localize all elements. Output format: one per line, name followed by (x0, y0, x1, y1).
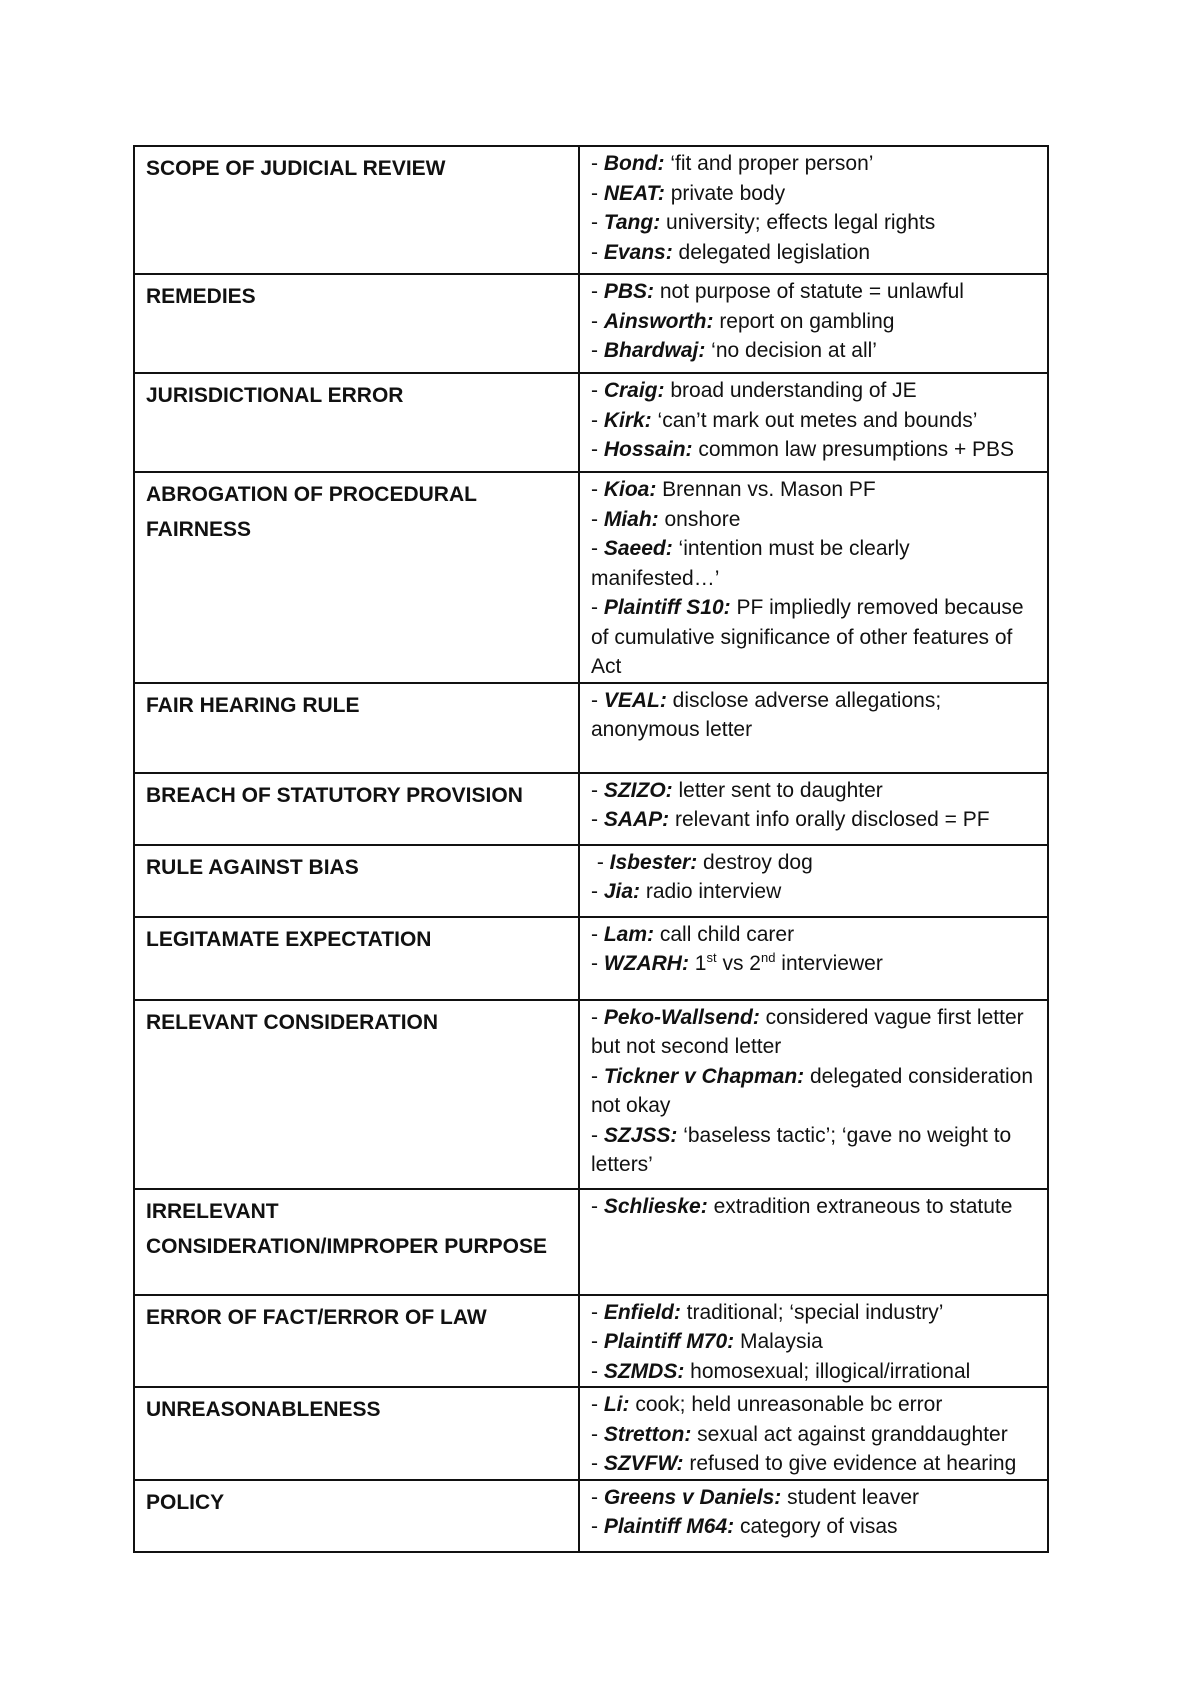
ordinal-suffix: st (706, 950, 717, 965)
case-note: traditional; ‘special industry’ (680, 1300, 944, 1324)
case-note: vs 2 (716, 952, 761, 975)
table-row (134, 1480, 1048, 1552)
cases-cell (579, 773, 1048, 845)
case-note: considered vague first letter but not second letter (591, 1005, 1024, 1058)
cases-cell (579, 1189, 1048, 1295)
table-row (134, 1189, 1048, 1295)
topic-cell: JURISDICTIONAL ERROR (134, 373, 579, 472)
topic-cell: BREACH OF STATUTORY PROVISION (134, 773, 579, 845)
case-note: private body (664, 181, 786, 205)
case-entry: - SAAP: relevant info orally disclosed = PF (591, 808, 990, 831)
case-entry: - Enfield: traditional; ‘special industry’ (591, 1300, 944, 1324)
case-entry: - Peko-Wallsend: considered vague first letter but not second letter (591, 1005, 1024, 1058)
case-name: VEAL: (603, 688, 667, 712)
table-row (134, 146, 1048, 274)
case-entry: - Kirk: ‘can’t mark out metes and bounds’ (591, 408, 978, 432)
case-note: cook; held unreasonable bc error (629, 1393, 943, 1416)
table-row (134, 1295, 1048, 1388)
case-note: radio interview (640, 880, 782, 903)
case-note: destroy dog (697, 850, 813, 874)
case-note: refused to give evidence at hearing (683, 1452, 1017, 1475)
case-entry: - Bhardwaj: ‘no decision at all’ (591, 339, 877, 362)
case-name: Bhardwaj: (603, 339, 706, 362)
cases-cell (579, 1480, 1048, 1552)
table-row (134, 845, 1048, 917)
table-row (134, 1387, 1048, 1480)
case-name: Miah: (603, 507, 659, 531)
table-row (134, 683, 1048, 773)
case-entry: - Hossain: common law presumptions + PBS (591, 438, 1015, 461)
topic-cell: IRRELEVANT CONSIDERATION/IMPROPER PURPOSE (134, 1189, 579, 1295)
case-name: Tang: (603, 211, 661, 234)
case-name: SAAP: (603, 808, 670, 831)
case-entry: - Schlieske: extradition extraneous to statute (591, 1194, 1013, 1218)
topic-cell: RULE AGAINST BIAS (134, 845, 579, 917)
case-entry: - SZVFW: refused to give evidence at hearing (591, 1452, 1017, 1475)
case-name: SZVFW: (603, 1452, 684, 1475)
case-entry: - SZMDS: homosexual; illogical/irrational (591, 1359, 971, 1383)
case-entry: - Jia: radio interview (591, 880, 782, 903)
case-name: Isbester: (609, 850, 698, 874)
cases-cell (579, 845, 1048, 917)
case-note: ‘no decision at all’ (705, 339, 877, 362)
case-name: Peko-Wallsend: (603, 1005, 760, 1029)
topic-cell: UNREASONABLENESS (134, 1387, 579, 1480)
case-entry: - Stretton: sexual act against granddaughter (591, 1422, 1008, 1446)
cases-cell (579, 1295, 1048, 1388)
case-name: Stretton: (603, 1422, 692, 1446)
case-name: Evans: (603, 240, 673, 264)
topic-cell: ABROGATION OF PROCEDURAL FAIRNESS (134, 472, 579, 683)
case-note: relevant info orally disclosed = PF (669, 808, 990, 831)
case-entry: - NEAT: private body (591, 181, 786, 205)
case-note: extradition extraneous to statute (707, 1194, 1013, 1218)
case-summary-table (133, 145, 1049, 1553)
case-note: ‘baseless tactic’; ‘gave no weight to letters’ (591, 1123, 1012, 1176)
case-note: not purpose of statute = unlawful (654, 280, 964, 303)
case-note: onshore (658, 507, 741, 531)
case-note: Malaysia (734, 1330, 823, 1353)
table-row (134, 274, 1048, 373)
case-entry: - Lam: call child carer (591, 922, 795, 946)
case-note: call child carer (654, 922, 795, 946)
table-row (134, 773, 1048, 845)
case-entry: - Li: cook; held unreasonable bc error (591, 1393, 943, 1416)
case-note: delegated legislation (672, 240, 871, 264)
topic-cell: RELEVANT CONSIDERATION (134, 1000, 579, 1189)
case-name: Saeed: (603, 537, 673, 560)
case-name: SZMDS: (603, 1359, 685, 1383)
case-note: delegated consideration not okay (591, 1064, 1034, 1117)
case-note: student leaver (781, 1485, 920, 1509)
case-name: Kirk: (603, 408, 652, 432)
topic-cell: ERROR OF FACT/ERROR OF LAW (134, 1295, 579, 1388)
case-note: sexual act against granddaughter (691, 1422, 1008, 1446)
case-name: Bond: (603, 152, 665, 175)
case-name: SZJSS: (603, 1123, 678, 1147)
case-name: NEAT: (603, 181, 665, 205)
case-entry: - PBS: not purpose of statute = unlawful (591, 280, 964, 303)
case-note: interviewer (775, 952, 883, 975)
cases-cell (579, 472, 1048, 683)
case-note: common law presumptions + PBS (692, 438, 1015, 461)
case-note: broad understanding of JE (664, 379, 917, 402)
cases-cell (579, 274, 1048, 373)
case-name: Plaintiff S10: (603, 596, 731, 619)
table-row (134, 1000, 1048, 1189)
case-note: homosexual; illogical/irrational (684, 1359, 971, 1383)
case-name: Enfield: (603, 1300, 681, 1324)
case-entry: - Kioa: Brennan vs. Mason PF (591, 478, 876, 501)
case-entry: - Saeed: ‘intention must be clearly manifested…’ (591, 537, 910, 590)
case-entry: - VEAL: disclose adverse allegations; anonymous letter (591, 688, 942, 741)
case-name: Greens v Daniels: (603, 1485, 782, 1509)
case-entry: - Craig: broad understanding of JE (591, 379, 917, 402)
case-entry: - Plaintiff M64: category of visas (591, 1515, 898, 1538)
case-entry: - SZIZO: letter sent to daughter (591, 778, 883, 802)
case-name: WZARH: (603, 952, 689, 975)
case-entry: - Miah: onshore (591, 507, 741, 531)
case-name: SZIZO: (603, 778, 673, 802)
case-note: report on gambling (713, 309, 895, 333)
case-note: disclose adverse allegations; anonymous letter (591, 688, 942, 741)
cases-cell (579, 373, 1048, 472)
case-entry: - Plaintiff M70: Malaysia (591, 1330, 823, 1353)
case-entry: - Plaintiff S10: PF impliedly removed because of cumulative significance of other features of Act (591, 596, 1024, 678)
topic-cell: FAIR HEARING RULE (134, 683, 579, 773)
case-name: Jia: (603, 880, 641, 903)
cases-cell (579, 683, 1048, 773)
case-entry: - WZARH: 1st vs 2nd interviewer (591, 950, 883, 975)
topic-cell: REMEDIES (134, 274, 579, 373)
case-entry: - SZJSS: ‘baseless tactic’; ‘gave no weight to letters’ (591, 1123, 1012, 1176)
cases-cell (579, 146, 1048, 274)
case-entry: - Isbester: destroy dog (591, 850, 813, 874)
case-name: Hossain: (603, 438, 693, 461)
case-note: ‘fit and proper person’ (664, 152, 874, 175)
case-name: Plaintiff M64: (603, 1515, 735, 1538)
case-name: Kioa: (603, 478, 657, 501)
case-entry: - Tickner v Chapman: delegated consideration not okay (591, 1064, 1034, 1117)
table-row (134, 472, 1048, 683)
case-note: ‘intention must be clearly manifested…’ (591, 537, 910, 590)
topic-cell: POLICY (134, 1480, 579, 1552)
case-name: Schlieske: (603, 1194, 708, 1218)
case-note: PF impliedly removed because of cumulative significance of other features of Act (591, 596, 1024, 678)
cases-cell (579, 1000, 1048, 1189)
case-entry: - Greens v Daniels: student leaver (591, 1485, 920, 1509)
cases-cell (579, 1387, 1048, 1480)
case-name: Li: (603, 1393, 630, 1416)
topic-cell: LEGITAMATE EXPECTATION (134, 917, 579, 1000)
case-note: ‘can’t mark out metes and bounds’ (651, 408, 978, 432)
case-name: Lam: (603, 922, 655, 946)
case-name: PBS: (603, 280, 655, 303)
case-name: Craig: (603, 379, 665, 402)
ordinal-suffix: nd (760, 950, 776, 965)
case-note: category of visas (734, 1515, 898, 1538)
case-note: university; effects legal rights (660, 211, 936, 234)
case-name: Ainsworth: (603, 309, 714, 333)
case-note: letter sent to daughter (672, 778, 883, 802)
case-note: Brennan vs. Mason PF (656, 478, 876, 501)
case-name: Plaintiff M70: (603, 1330, 735, 1353)
case-entry: - Tang: university; effects legal rights (591, 211, 936, 234)
case-name: Tickner v Chapman: (603, 1064, 805, 1088)
table-row (134, 917, 1048, 1000)
table-row (134, 373, 1048, 472)
case-entry: - Evans: delegated legislation (591, 240, 871, 264)
cases-cell (579, 917, 1048, 1000)
case-entry: - Ainsworth: report on gambling (591, 309, 895, 333)
case-entry: - Bond: ‘fit and proper person’ (591, 152, 874, 175)
topic-cell: SCOPE OF JUDICIAL REVIEW (134, 146, 579, 274)
case-note: 1 (688, 952, 707, 975)
